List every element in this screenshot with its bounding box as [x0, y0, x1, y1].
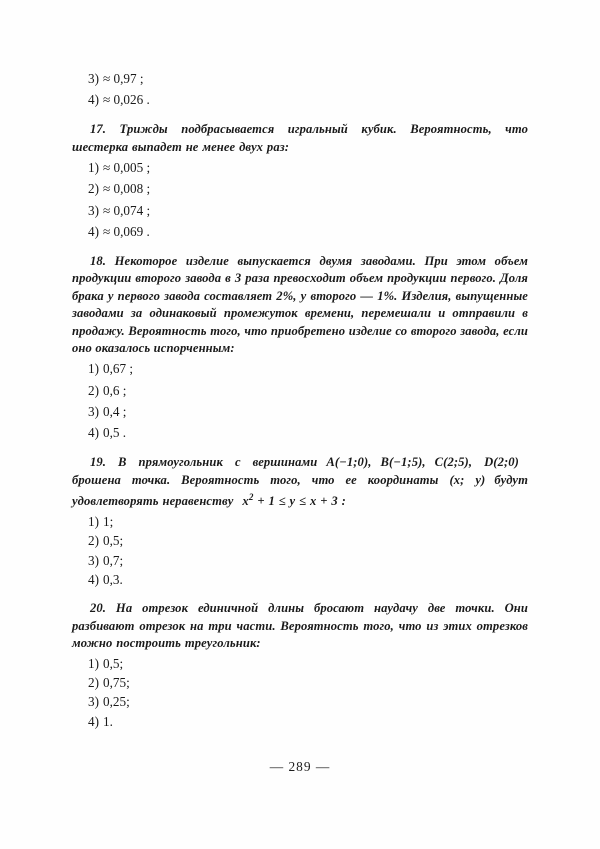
- option-value: 0,6 ;: [103, 382, 127, 398]
- option-number: 1): [88, 513, 99, 529]
- option-item: [72, 358, 528, 379]
- option-value: 1;: [103, 513, 114, 529]
- problem-19-line3-text: будут удовлетворять неравенству: [72, 472, 528, 509]
- option-value: 0,67 ;: [103, 361, 134, 377]
- option-value: ≈ 0,005 ;: [103, 160, 151, 176]
- page-footer: [0, 758, 600, 776]
- option-value: ≈ 0,026 .: [103, 92, 150, 108]
- option-value: 0,5 .: [103, 425, 127, 441]
- option-value: 0,7;: [103, 552, 124, 568]
- option-number: 4): [88, 92, 99, 108]
- option-value: 0,5;: [103, 655, 124, 671]
- problem-20-options: [72, 654, 528, 732]
- option-number: 4): [88, 571, 99, 587]
- inequality-expression: $x^2 + 1 \le y \le x + 3$ :: [242, 492, 346, 509]
- option-item: [72, 654, 528, 673]
- option-item: [72, 200, 528, 221]
- problem-19: [72, 454, 528, 589]
- option-number: 3): [88, 694, 99, 710]
- problem-20: [72, 600, 528, 731]
- problem-19-line2-text: брошена точка. Вероятность того, что ее координаты: [72, 472, 439, 487]
- option-value: 0,25;: [103, 694, 130, 710]
- problem-18-options: [72, 358, 528, 443]
- problem-17-options: [72, 157, 528, 242]
- option-number: 2): [88, 674, 99, 690]
- option-number: 2): [88, 181, 99, 197]
- option-item: [72, 570, 528, 589]
- option-item: [72, 89, 528, 110]
- option-number: 3): [88, 552, 99, 568]
- problem-19-options: [72, 512, 528, 590]
- problem-17: [72, 121, 528, 242]
- option-number: 2): [88, 533, 99, 549]
- option-item: [72, 401, 528, 422]
- option-number: 4): [88, 223, 99, 239]
- previous-problem-options: [72, 68, 528, 110]
- option-item: [72, 422, 528, 443]
- vertex-d: D(2;0): [484, 455, 519, 470]
- problem-19-line1-text: 19. В прямоугольник с вершинами: [90, 455, 318, 470]
- option-number: 1): [88, 361, 99, 377]
- option-number: 1): [88, 160, 99, 176]
- option-number: 4): [88, 713, 99, 729]
- option-item: [72, 178, 528, 199]
- option-value: 0,3.: [103, 571, 123, 587]
- option-number: 3): [88, 403, 99, 419]
- option-value: ≈ 0,069 .: [103, 223, 150, 239]
- option-number: 3): [88, 71, 99, 86]
- problem-20-statement: 20. На отрезок единичной длины бросают наудачу две точки. Они разбивают отрезок на три части. Вероятность того, что из этих отрезков можно построить треугольник:: [72, 601, 528, 651]
- option-number: 1): [88, 655, 99, 671]
- option-item: [72, 221, 528, 242]
- option-number: 2): [88, 382, 99, 398]
- option-item: [72, 68, 528, 89]
- problem-19-statement: 19. В прямоугольник с вершинами A(−1;0), B(−1;5), C(2;5), D(2;0)брошена точка. Вероятность того, что ее координаты (x; y) будут удовлетворять неравенству $x^2 + 1 \le y \le x + 3$ :: [72, 455, 528, 509]
- option-value: 0,4 ;: [103, 403, 127, 419]
- option-item: [72, 551, 528, 570]
- option-item: [72, 692, 528, 711]
- option-number: 3): [88, 202, 99, 218]
- option-item: [72, 512, 528, 531]
- option-item: [72, 712, 528, 731]
- coordinate-pair: (x; y): [449, 472, 486, 487]
- vertex-a: A(−1;0): [326, 455, 369, 470]
- vertex-b: B(−1;5): [380, 455, 423, 470]
- exponent: 2: [248, 492, 254, 503]
- option-item: [72, 673, 528, 692]
- vertex-c: C(2;5): [434, 455, 469, 470]
- option-item: [72, 157, 528, 178]
- option-number: 4): [88, 425, 99, 441]
- option-value: 0,5;: [103, 533, 124, 549]
- option-item: [72, 531, 528, 550]
- option-value: 1.: [103, 713, 113, 729]
- page-text-column: [72, 68, 528, 731]
- option-value: 0,75;: [103, 674, 130, 690]
- page-number: — 289 —: [269, 759, 331, 774]
- option-value: ≈ 0,008 ;: [103, 181, 151, 197]
- problem-17-statement: 17. Трижды подбрасывается игральный кубик. Вероятность, что шестерка выпадет не менее двух раз:: [72, 122, 528, 154]
- option-value: ≈ 0,97 ;: [103, 71, 144, 86]
- option-item: [72, 380, 528, 401]
- problem-18: [72, 253, 528, 443]
- problem-18-statement: 18. Некоторое изделие выпускается двумя заводами. При этом объем продукции второго завода в 3 раза превосходит объем продукции первого. Доля брака у первого завода составляет 2%, у второго — 1%. Изделия, выпущенные заводами за одинаковый промежуток времени, перемешали и отправили в продажу. Вероятность того, что приобретено изделие со второго завода, если оно оказалось испорченным:: [72, 254, 528, 356]
- option-value: ≈ 0,074 ;: [103, 202, 151, 218]
